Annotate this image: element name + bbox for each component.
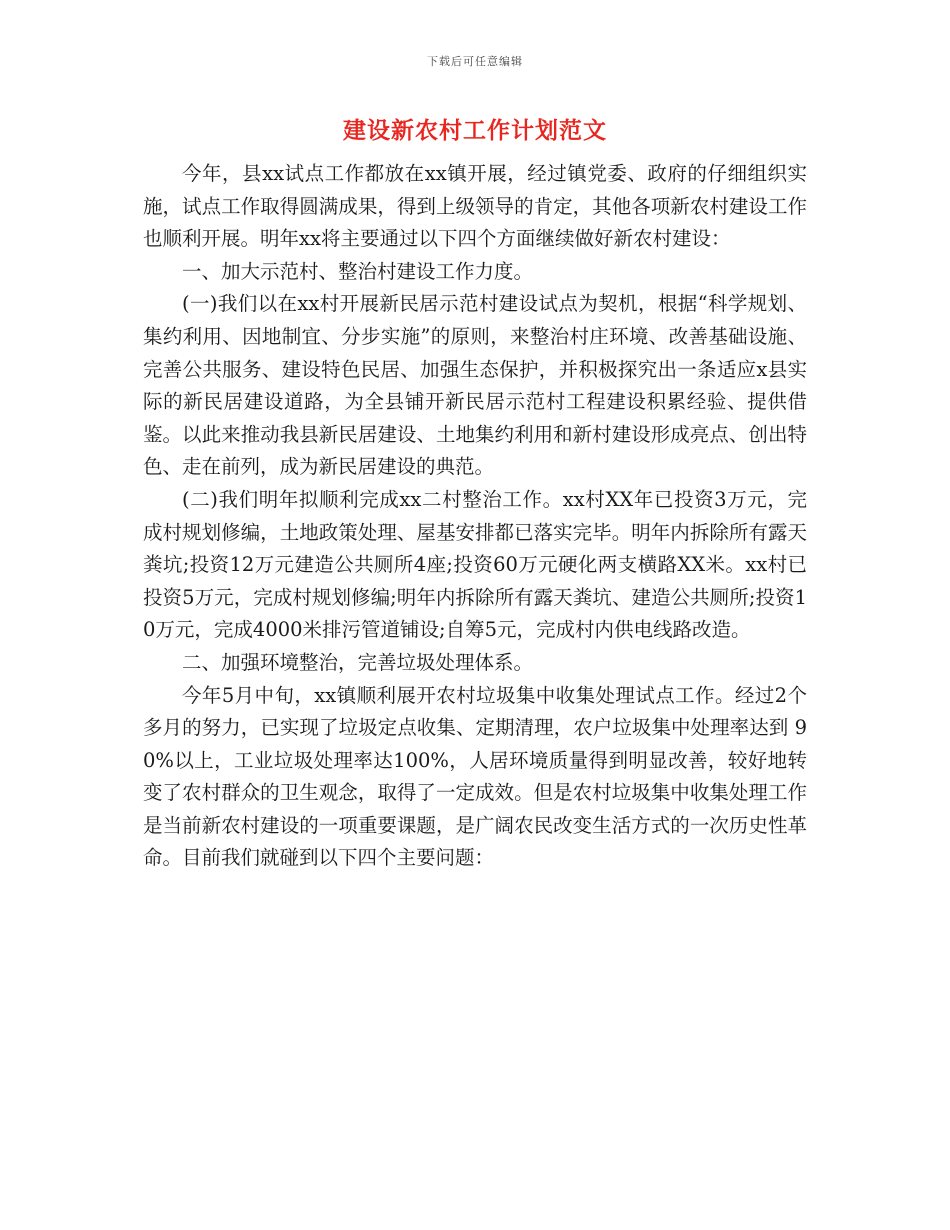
- header-note: 下载后可任意编辑: [427, 55, 523, 68]
- paragraph-1-2: (二)我们明年拟顺利完成xx二村整治工作。xx村XX年已投资3万元，完成村规划修编，土地政策处理、屋基安排都已落实完毕。明年内拆除所有露天粪坑;投资12万元建造公共厕所4座;投资60万元硬化两支横路XX米。xx村已投资5万元，完成村规划修编;明年内拆除所有露天粪坑、建造公共厕所;投资10万元，完成4000米排污管道铺设;自筹5元，完成村内供电线路改造。: [143, 487, 807, 642]
- document-title: 建设新农村工作计划范文: [343, 117, 607, 144]
- paragraph-2-1: 今年5月中旬，xx镇顺利展开农村垃圾集中收集处理试点工作。经过2个多月的努力，已实现了垃圾定点收集、定期清理，农户垃圾集中处理率达到 90%以上，工业垃圾处理率达100%，人居环境质量得到明显改善，较好地转变了农村群众的卫生观念，取得了一定成效。但是农村垃圾集中收集处理工作是当前新农村建设的一项重要课题，是广阔农民改变生活方式的一次历史性革命。目前我们就碰到以下四个主要问题：: [143, 683, 807, 870]
- paragraph-intro: 今年，县xx试点工作都放在xx镇开展，经过镇党委、政府的仔细组织实施，试点工作取得圆满成果，得到上级领导的肯定，其他各项新农村建设工作也顺利开展。明年xx将主要通过以下四个方面继续做好新农村建设：: [143, 162, 807, 251]
- section-heading-2: 二、加强环境整治，完善垃圾处理体系。: [182, 650, 534, 674]
- document-body: [143, 158, 807, 875]
- section-heading-1: 一、加大示范村、整治村建设工作力度。: [182, 259, 534, 283]
- paragraph-1-1: (一)我们以在xx村开展新民居示范村建设试点为契机，根据“科学规划、集约利用、因地制宜、分步实施”的原则，来整治村庄环境、改善基础设施、完善公共服务、建设特色民居、加强生态保护，并积极探究出一条适应x县实际的新民居建设道路，为全县铺开新民居示范村工程建设积累经验、提供借鉴。以此来推动我县新民居建设、土地集约利用和新村建设形成亮点、创出特色、走在前列，成为新民居建设的典范。: [143, 292, 807, 479]
